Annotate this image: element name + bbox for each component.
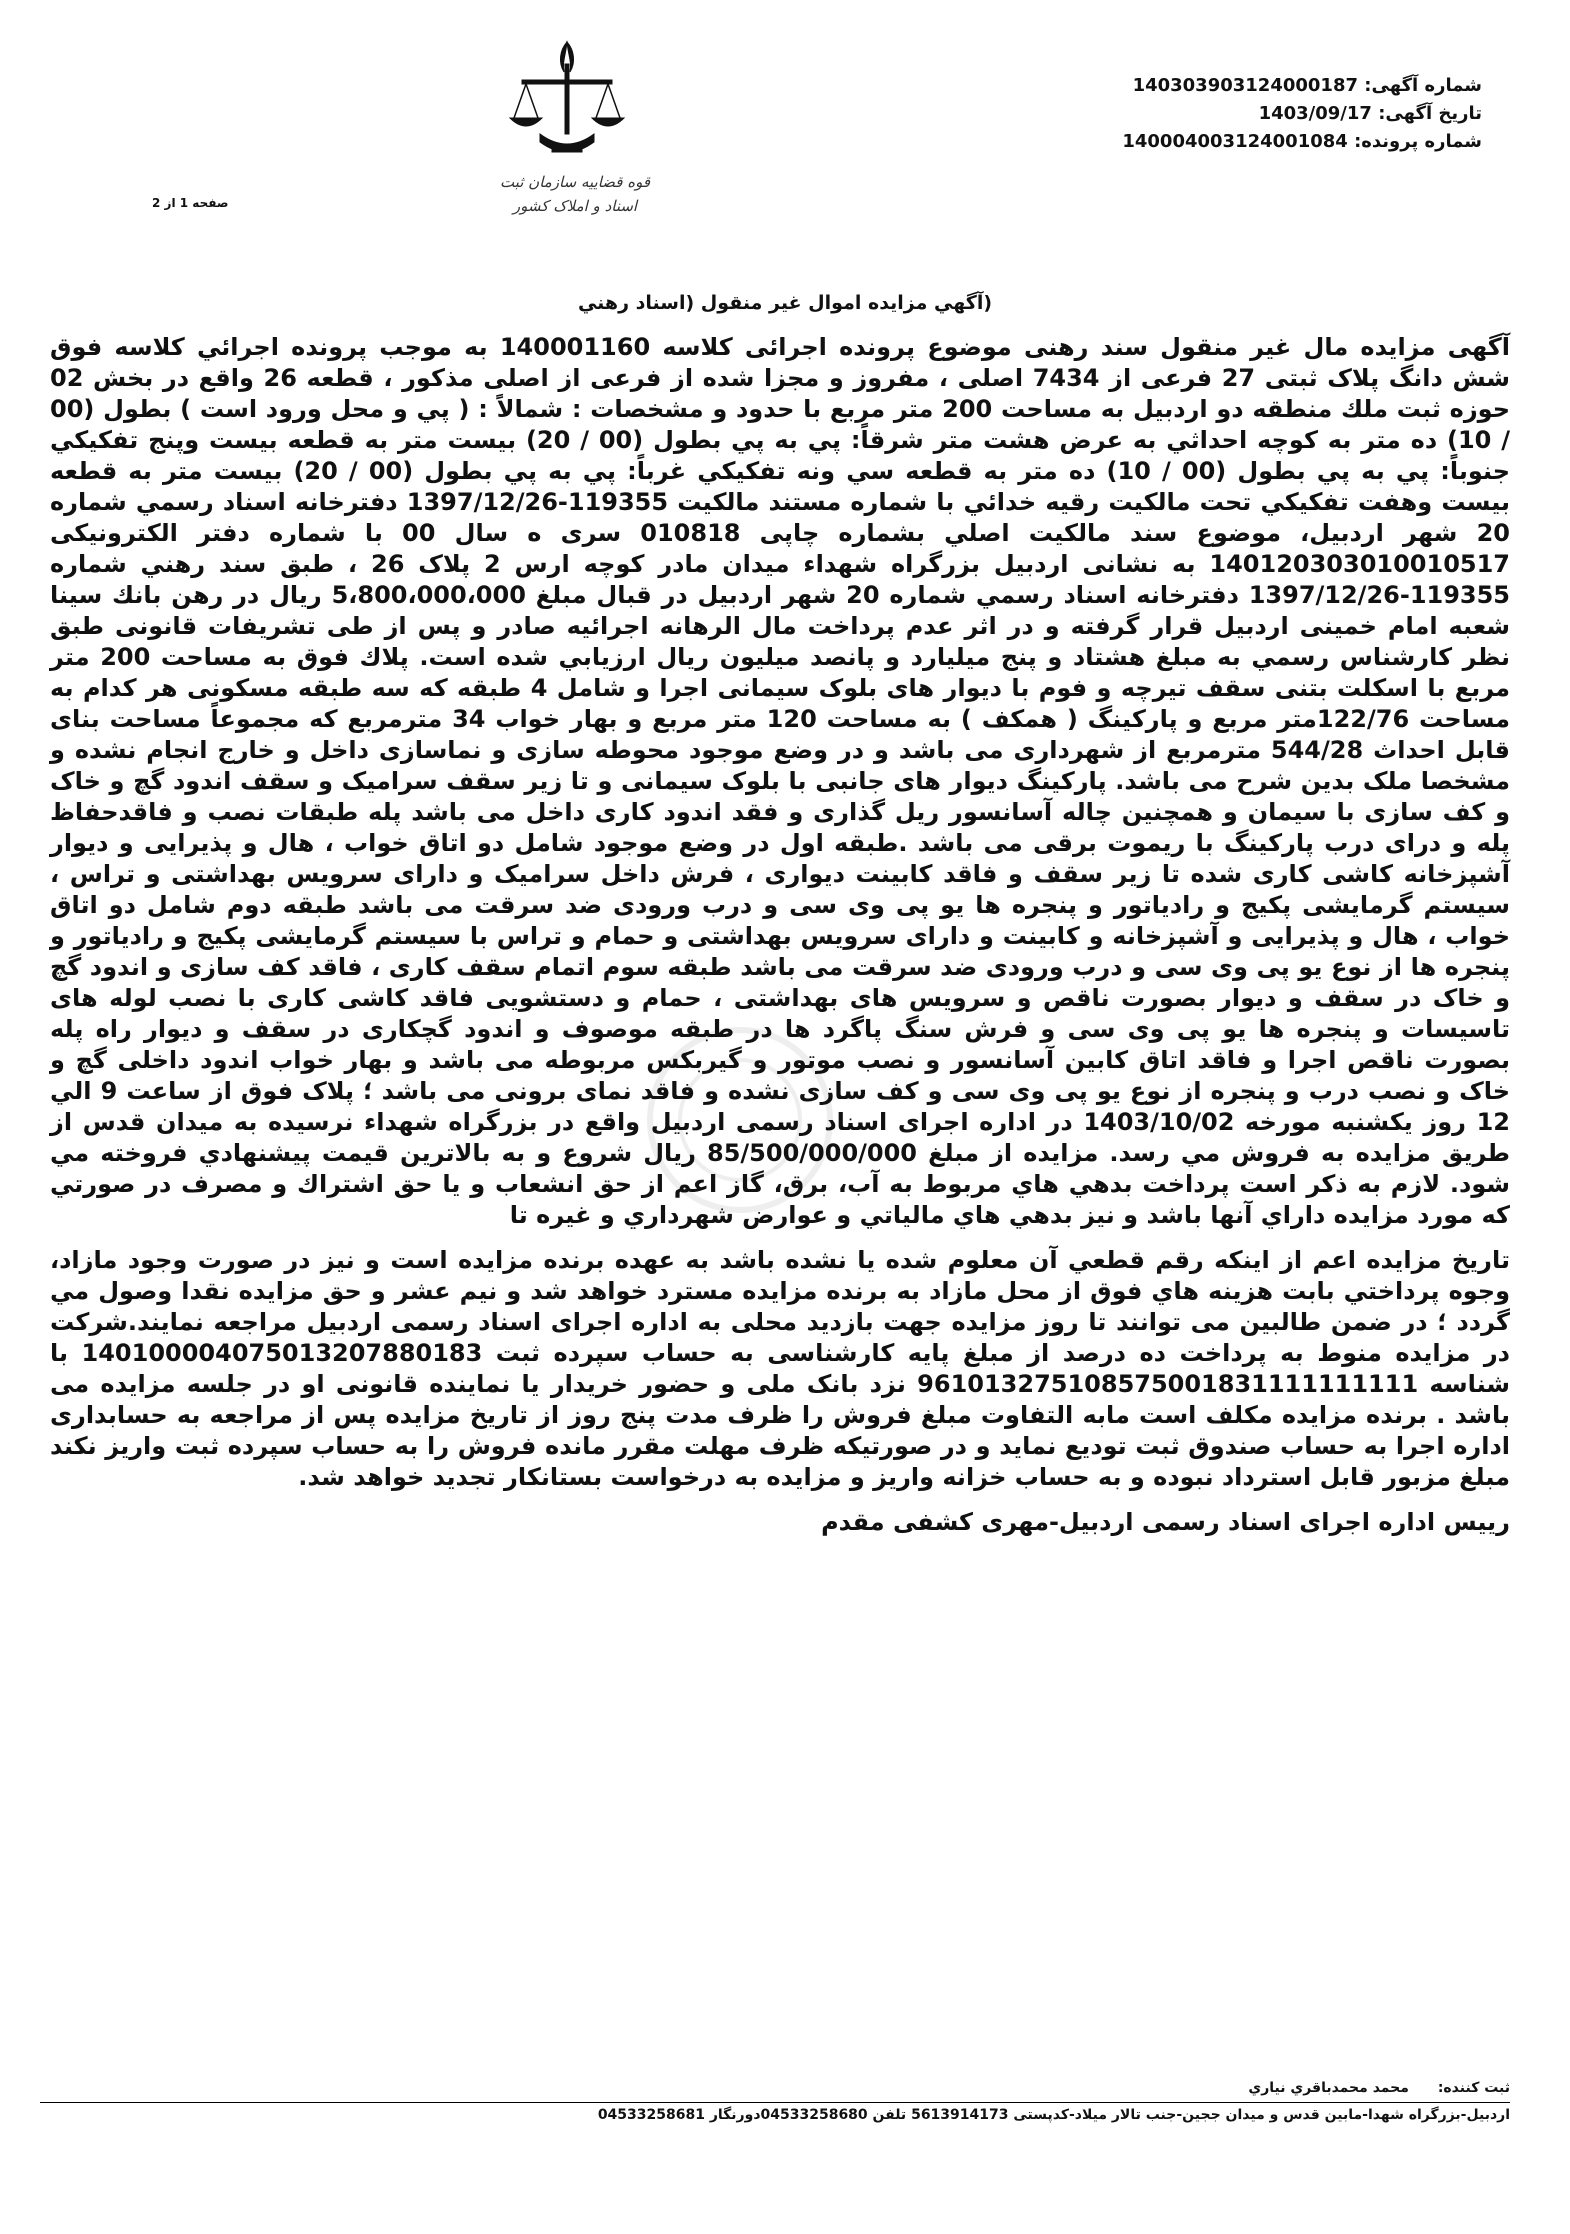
- ad-number: شماره آگهی: 140303903124000187: [1132, 75, 1482, 96]
- ad-date: تاریخ آگهی: 1403/09/17: [1258, 103, 1482, 124]
- footer-divider: [40, 2102, 1510, 2103]
- footer: [40, 2080, 1510, 2123]
- notice-signature: رییس اداره اجرای اسناد رسمی اردبیل-مهری کشفی مقدم: [821, 1508, 1510, 1536]
- file-number: شماره پرونده: 140004003124001084: [1122, 131, 1482, 152]
- page-number: صفحه 1 از 2: [152, 196, 229, 210]
- registrar-label: ثبت کننده:: [1437, 2080, 1510, 2096]
- notice-paragraph-terms: تاريخ مزايده اعم از اينكه رقم قطعي آن معلوم شده يا نشده باشد به عهده برنده مزايده است و نيز در صورت وجود مازاد، وجوه پرداختي بابت هزينه هاي فوق از محل مازاد به برنده مزايده مسترد خواهد شد و نیم عشر و حق مزایده نقدا وصول مي گردد ؛ در ضمن طالبين می توانند تا روز مزايده جهت بازديد محلی به اداره اجرای اسناد رسمی اردبیل مراجعه نمایند.شرکت در مزایده منوط به پرداخت ده درصد از مبلغ پایه کارشناسی به حساب سپرده ثبت 140100004075013207880183 با شناسه 961013275108575001831111111111 نزد بانک ملی و حضور خریدار یا نماینده قانونی او در جلسه مزایده می باشد . برنده مزایده مکلف است مابه التفاوت مبلغ فروش را ظرف مدت پنج روز از تاریخ مزایده پس از مراجعه به حسابداری اداره اجرا به حساب صندوق ثبت توديع نمايد و در صورتيكه ظرف مهلت مقرر مانده فروش را به حساب سپرده ثبت واریز نكند مبلغ مزبور قابل استرداد نبوده و به حساب خزانه واريز و مزايده به درخواست بستانكار تجديد خواهد شد.: [50, 1246, 1510, 1491]
- registrar-line: [40, 2080, 1510, 2096]
- document-title: (آگهي مزايده اموال غير منقول (اسناد رهني: [577, 292, 993, 314]
- registrar-name: محمد محمدباقري نياري: [1248, 2080, 1409, 2096]
- office-address: اردبیل-بزرگراه شهدا-مابین قدس و میدان ججین-جنب تالار میلاد-کدپستی 5613914173 تلفن 04533258680دورنگار 04533258681: [597, 2107, 1510, 2123]
- notice-paragraph-main: آگهی مزایده مال غیر منقول سند رهنی موضوع پرونده اجرائی کلاسه 140001160 به موجب پرونده اجرائي كلاسه فوق شش دانگ پلاک ثبتی 27 فرعی از 7434 اصلی ، مفروز و مجزا شده از فرعی از اصلی مذکور ، قطعه 26 واقع در بخش 02 حوزه ثبت ملك منطقه دو اردبیل به مساحت 200 متر مربع با حدود و مشخصات : شمالاً : ( پي و محل ورود است ) بطول (00 / 10) ده متر به كوچه احداثي به عرض هشت متر شرقاً: پي به پي بطول (00 / 20) بیست متر به قطعه بيست وپنج تفكيكي جنوباً: پي به پي بطول (00 / 10) ده متر به قطعه سي ونه تفكيكي غرباً: پي به پي بطول (00 / 20) بیست متر به قطعه بيست وهفت تفكيكي تحت مالكيت رقيه خدائي با شماره مستند مالكيت 119355-1397/12/26 دفترخانه اسناد رسمي شماره 20 شهر اردبيل، موضوع سند مالكيت اصلي بشماره چاپی 010818 سری ه سال 00 با شماره دفتر الکترونیکی 140120303010010517 به نشانی اردبیل بزرگراه شهداء میدان مادر کوچه ارس 2 پلاک 26 ، طبق سند رهني شماره 119355-1397/12/26 دفترخانه اسناد رسمي شماره 20 شهر اردبیل در قبال مبلغ 5،800،000،000 ریال در رهن بانك سينا شعبه امام خمینی اردبیل قرار گرفته و در اثر عدم پرداخت مال الرهانه اجرائيه صادر و پس از طی تشريفات قانونی طبق نظر كارشناس رسمي به مبلغ هشتاد و پنج میلیارد و پانصد میلیون ريال ارزيابي شده است. پلاك فوق به مساحت 200 متر مربع با اسکلت بتنی سقف تیرچه و فوم با دیوار های بلوک سیمانی اجرا و شامل 4 طبقه که سه طبقه مسکونی هر کدام به مساحت 122/76متر مربع و پارکینگ ( همکف ) به مساحت 120 متر مربع و بهار خواب 34 مترمربع که مجموعاً مساحت بنای قابل احداث 544/28 مترمربع از شهرداری می باشد و در وضع موجود محوطه سازی و نماسازی داخل و خارج انجام نشده و مشخصا ملک بدین شرح می باشد. پارکینگ دیوار های جانبی با بلوک سیمانی و تا زیر سقف سرامیک و سقف اندود گچ و خاک و کف سازی با سیمان و همچنین چاله آسانسور ریل گذاری و فقد اندود کاری داخل می باشد پله طبقات نصب و فاقدحفاظ پله و درای درب پارکینگ با ریموت برقی می باشد .طبقه اول در وضع موجود شامل دو اتاق خواب ، هال و پذیرایی و دیوار آشپزخانه کاشی کاری شده تا زیر سقف و فاقد کابینت دیواری ، فرش داخل سرامیک و دارای سرویس بهداشتی و تراس ، سیستم گرمایشی پکیج و رادیاتور و پنجره ها یو پی وی سی و درب ورودی ضد سرقت می باشد طبقه دوم شامل دو اتاق خواب ، هال و پذیرایی و آشپزخانه و کابینت و دارای سرویس بهداشتی و حمام و تراس با سیستم گرمایشی پکیج و رادیاتور و پنجره ها از نوع یو پی وی سی و درب ورودی ضد سرقت می باشد طبقه سوم اتمام سقف کاری ، فاقد کف سازی و اندود گچ و خاک در سقف و دیوار بصورت ناقص و سرویس های بهداشتی ، حمام و دستشویی فاقد کاشی کاری با نصب لوله های تاسیسات و پنجره ها یو پی وی سی و فرش سنگ پاگرد ها در طبقه موصوف و اندود گچکاری در سقف و دیوار راه پله بصورت ناقص اجرا و فاقد اتاق کابین آسانسور و نصب موتور و گیربکس مربوطه می باشد و بهار خواب اندود داخلی گچ و خاک و نصب درب و پنجره از نوع یو پی وی سی و کف سازی نشده و فاقد نمای برونی می باشد ؛ پلاک فوق از ساعت 9 الي 12 روز یکشنبه مورخه 1403/10/02 در اداره اجرای اسناد رسمی اردبیل واقع در بزرگراه شهداء نرسیده به میدان قدس از طريق مزايده به فروش مي رسد. مزايده از مبلغ 85/500/000/000 ريال شروع و به بالاترين قيمت پيشنهادي فروخته مي شود. لازم به ذكر است پرداخت بدهي هاي مربوط به آب، برق، گاز اعم از حق انشعاب و يا حق اشتراك و مصرف در صورتي كه مورد مزايده داراي آنها باشد و نيز بدهي هاي مالياتي و عوارض شهرداري و غيره تا: [50, 333, 1511, 1229]
- ad-metadata: [1122, 72, 1482, 156]
- emblem-caption: قوه قضاییه سازمان ثبت اسناد و املاک کشور: [499, 173, 650, 215]
- auction-notice-body: [50, 332, 1510, 1538]
